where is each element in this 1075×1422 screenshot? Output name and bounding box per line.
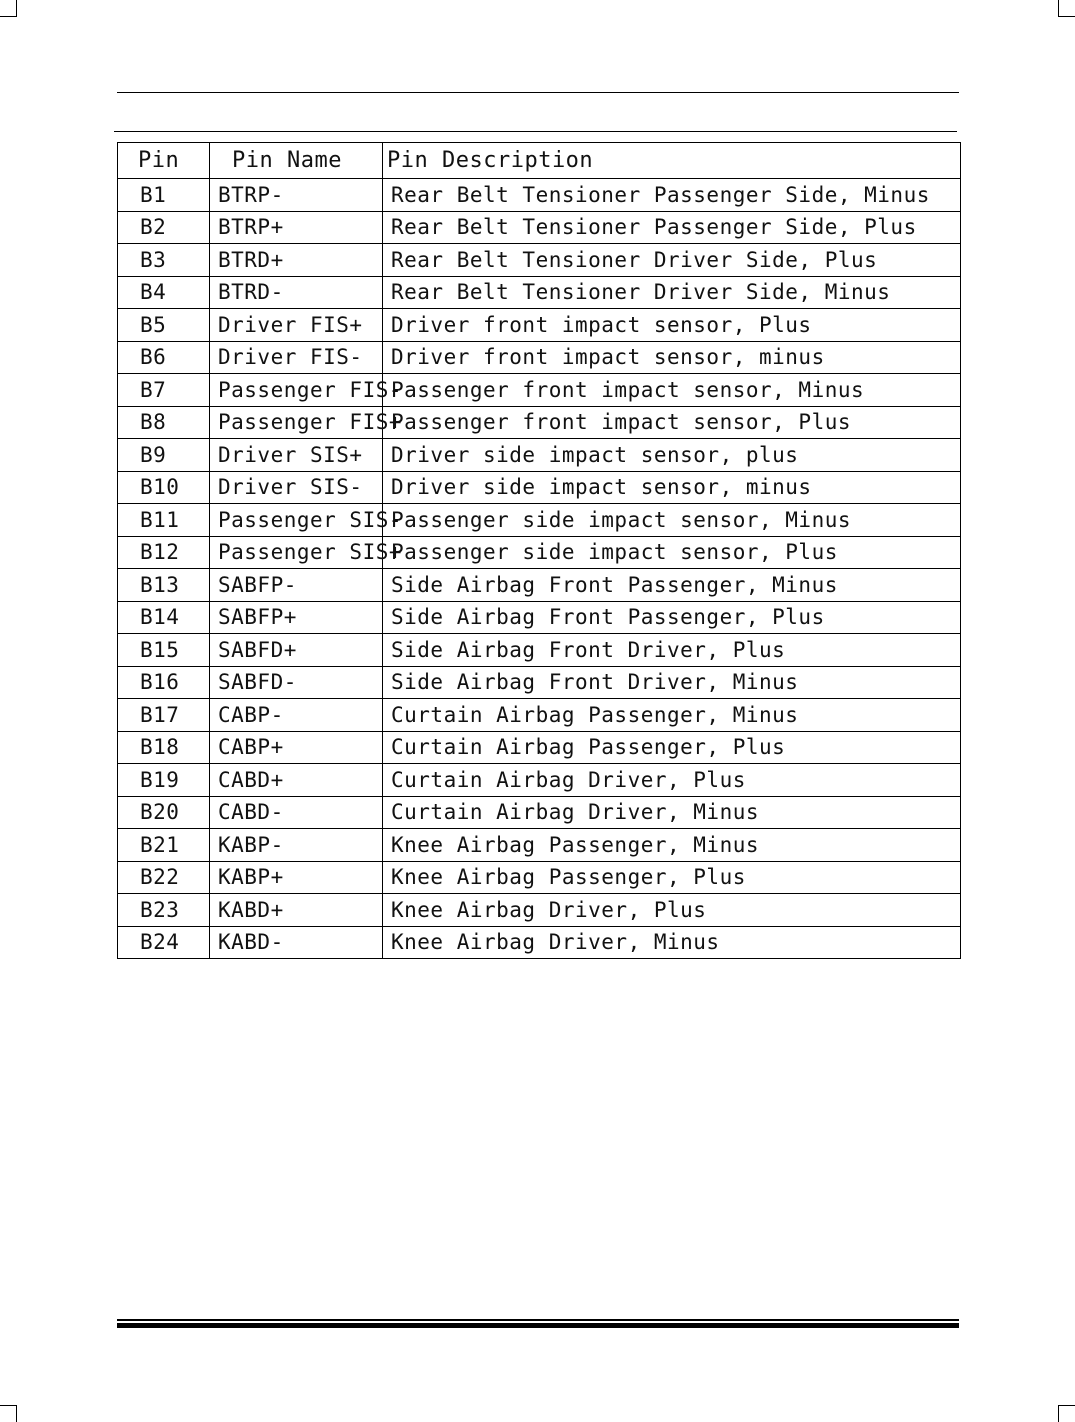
- table-row: [118, 731, 961, 764]
- pin-description-cell: Passenger side impact sensor, Minus: [383, 504, 961, 537]
- pin-name-cell: BTRP+: [210, 211, 383, 244]
- pin-description-cell: Side Airbag Front Passenger, Minus: [383, 569, 961, 602]
- pin-name-cell: KABP-: [210, 829, 383, 862]
- pin-name-cell: BTRP-: [210, 179, 383, 212]
- pin-name-cell: Driver SIS-: [210, 471, 383, 504]
- pin-name-cell: Driver SIS+: [210, 439, 383, 472]
- pin-cell: B9: [118, 439, 210, 472]
- pin-table: [117, 142, 961, 959]
- crop-mark-bottom-right: [1058, 1405, 1075, 1422]
- pin-cell: B21: [118, 829, 210, 862]
- table-row: [118, 829, 961, 862]
- crop-mark-bottom-left: [0, 1405, 17, 1422]
- pin-name-cell: SABFD+: [210, 634, 383, 667]
- table-row: [118, 699, 961, 732]
- pin-cell: B13: [118, 569, 210, 602]
- table-row: [118, 374, 961, 407]
- pin-description-cell: Passenger front impact sensor, Minus: [383, 374, 961, 407]
- column-header-pin-description: Pin Description: [383, 143, 961, 179]
- pin-name-cell: Passenger FIS-: [210, 374, 383, 407]
- pin-table-header: [118, 143, 961, 179]
- footer-rule-thick: [117, 1323, 959, 1328]
- table-row: [118, 926, 961, 959]
- pin-cell: B2: [118, 211, 210, 244]
- pin-cell: B5: [118, 309, 210, 342]
- pin-description-cell: Knee Airbag Passenger, Plus: [383, 861, 961, 894]
- table-row: [118, 504, 961, 537]
- pin-name-cell: SABFP+: [210, 601, 383, 634]
- pin-name-cell: Driver FIS+: [210, 309, 383, 342]
- crop-mark-top-right: [1058, 0, 1075, 17]
- pin-description-cell: Driver side impact sensor, minus: [383, 471, 961, 504]
- pin-cell: B16: [118, 666, 210, 699]
- pin-description-cell: Rear Belt Tensioner Driver Side, Plus: [383, 244, 961, 277]
- pin-name-cell: CABP-: [210, 699, 383, 732]
- table-row: [118, 276, 961, 309]
- pin-description-cell: Knee Airbag Driver, Minus: [383, 926, 961, 959]
- pin-description-cell: Knee Airbag Driver, Plus: [383, 894, 961, 927]
- table-row: [118, 341, 961, 374]
- pin-cell: B1: [118, 179, 210, 212]
- pin-table-body: [118, 179, 961, 959]
- pin-name-cell: BTRD+: [210, 244, 383, 277]
- table-row: [118, 569, 961, 602]
- table-row: [118, 764, 961, 797]
- table-row: [118, 601, 961, 634]
- table-row: [118, 211, 961, 244]
- column-header-pin-name: Pin Name: [210, 143, 383, 179]
- crop-mark-top-left: [0, 0, 17, 17]
- pin-name-cell: CABD+: [210, 764, 383, 797]
- table-row: [118, 796, 961, 829]
- table-row: [118, 666, 961, 699]
- pin-cell: B11: [118, 504, 210, 537]
- pin-description-cell: Side Airbag Front Driver, Minus: [383, 666, 961, 699]
- footer-rule: [117, 1319, 959, 1329]
- pin-name-cell: CABP+: [210, 731, 383, 764]
- pin-description-cell: Driver front impact sensor, Plus: [383, 309, 961, 342]
- column-header-pin: Pin: [118, 143, 210, 179]
- pin-name-cell: SABFD-: [210, 666, 383, 699]
- pin-cell: B24: [118, 926, 210, 959]
- table-row: [118, 439, 961, 472]
- pin-name-cell: Passenger SIS+: [210, 536, 383, 569]
- pin-description-cell: Rear Belt Tensioner Driver Side, Minus: [383, 276, 961, 309]
- footer-rule-thin: [117, 1319, 959, 1321]
- table-row: [118, 861, 961, 894]
- pin-cell: B3: [118, 244, 210, 277]
- table-row: [118, 179, 961, 212]
- table-top-rule: [114, 131, 957, 132]
- pin-cell: B8: [118, 406, 210, 439]
- pin-description-cell: Curtain Airbag Passenger, Plus: [383, 731, 961, 764]
- pin-name-cell: KABD-: [210, 926, 383, 959]
- pin-description-cell: Driver side impact sensor, plus: [383, 439, 961, 472]
- pin-cell: B17: [118, 699, 210, 732]
- pin-description-cell: Rear Belt Tensioner Passenger Side, Plus: [383, 211, 961, 244]
- pin-cell: B7: [118, 374, 210, 407]
- pin-name-cell: SABFP-: [210, 569, 383, 602]
- pin-cell: B22: [118, 861, 210, 894]
- table-row: [118, 471, 961, 504]
- pin-name-cell: Driver FIS-: [210, 341, 383, 374]
- table-row: [118, 536, 961, 569]
- pin-description-cell: Passenger front impact sensor, Plus: [383, 406, 961, 439]
- pin-description-cell: Side Airbag Front Driver, Plus: [383, 634, 961, 667]
- pin-cell: B14: [118, 601, 210, 634]
- pin-cell: B18: [118, 731, 210, 764]
- pin-name-cell: Passenger FIS+: [210, 406, 383, 439]
- pin-cell: B10: [118, 471, 210, 504]
- pin-cell: B23: [118, 894, 210, 927]
- pin-description-cell: Driver front impact sensor, minus: [383, 341, 961, 374]
- pin-cell: B20: [118, 796, 210, 829]
- pin-description-cell: Rear Belt Tensioner Passenger Side, Minus: [383, 179, 961, 212]
- pin-description-cell: Curtain Airbag Passenger, Minus: [383, 699, 961, 732]
- pin-name-cell: Passenger SIS-: [210, 504, 383, 537]
- pin-name-cell: KABP+: [210, 861, 383, 894]
- pin-cell: B6: [118, 341, 210, 374]
- pin-description-cell: Curtain Airbag Driver, Minus: [383, 796, 961, 829]
- pin-description-cell: Knee Airbag Passenger, Minus: [383, 829, 961, 862]
- pin-name-cell: KABD+: [210, 894, 383, 927]
- pin-cell: B15: [118, 634, 210, 667]
- table-row: [118, 894, 961, 927]
- pin-cell: B19: [118, 764, 210, 797]
- pin-cell: B12: [118, 536, 210, 569]
- pin-description-cell: Curtain Airbag Driver, Plus: [383, 764, 961, 797]
- table-row: [118, 634, 961, 667]
- header-rule: [117, 92, 959, 93]
- pin-name-cell: CABD-: [210, 796, 383, 829]
- table-row: [118, 406, 961, 439]
- table-row: [118, 244, 961, 277]
- pin-description-cell: Side Airbag Front Passenger, Plus: [383, 601, 961, 634]
- pin-cell: B4: [118, 276, 210, 309]
- pin-description-cell: Passenger side impact sensor, Plus: [383, 536, 961, 569]
- header-row: [118, 143, 961, 179]
- pin-name-cell: BTRD-: [210, 276, 383, 309]
- table-row: [118, 309, 961, 342]
